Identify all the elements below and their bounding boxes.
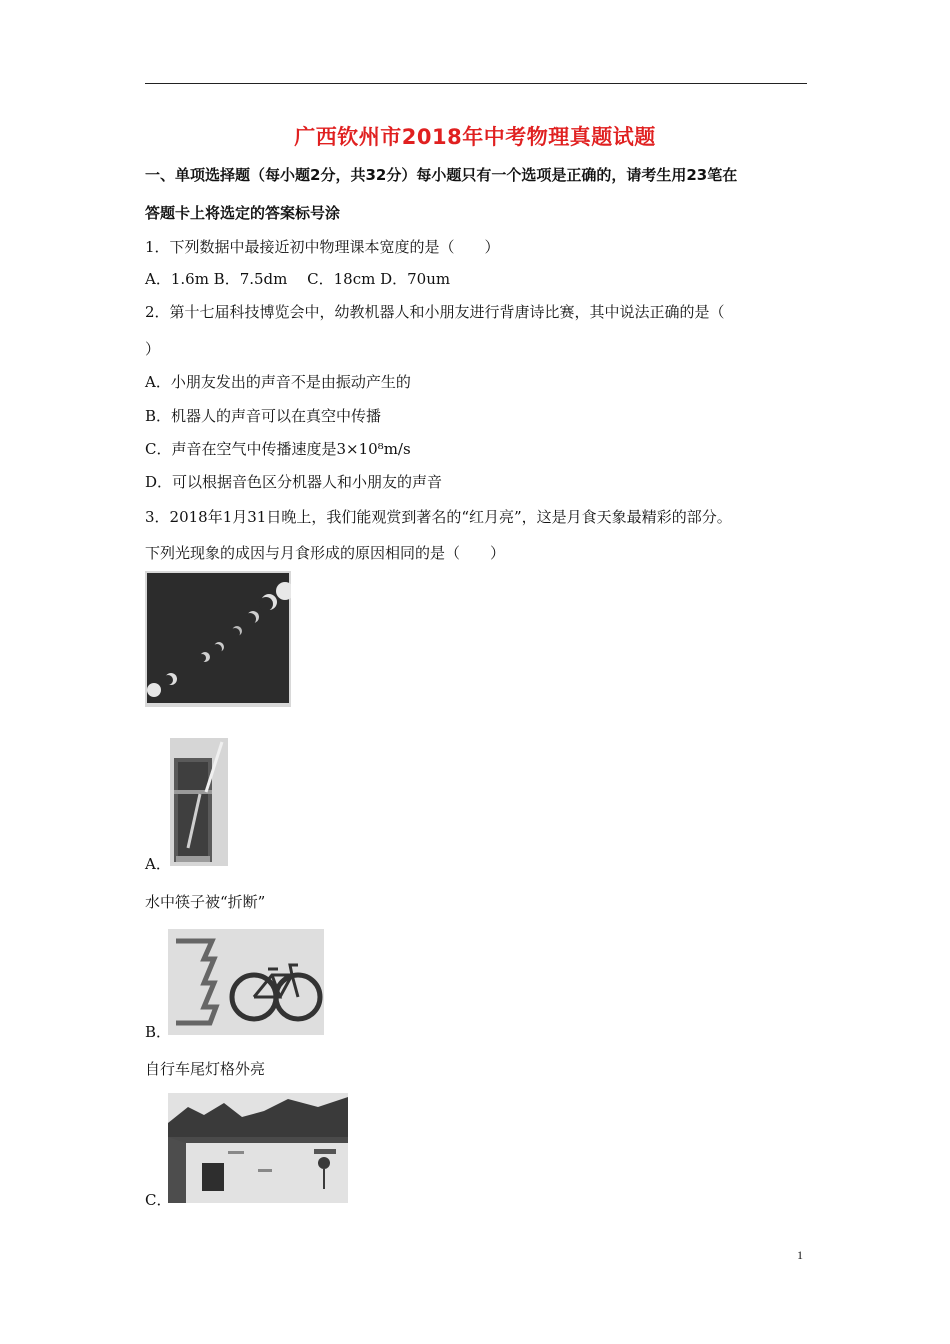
q2-option-c: C．声音在空气中传播速度是3×10⁸m/s <box>145 440 411 458</box>
q3-option-a-label: A． <box>145 855 171 873</box>
q2-stem-line1: 2．第十七届科技博览会中，幼教机器人和小朋友进行背唐诗比赛，其中说法正确的是（ <box>145 303 725 321</box>
section-heading-line1: 一、单项选择题（每小题2分，共32分）每小题只有一个选项是正确的，请考生用23笔在 <box>145 166 738 184</box>
q3-stem-line2: 下列光现象的成因与月食形成的原因相同的是（ ） <box>145 544 506 562</box>
q3-stem-line1: 3．2018年1月31日晚上，我们能观赏到著名的“红月亮”，这是月食天象最精彩的部分。 <box>145 508 732 526</box>
q2-stem-line2: ） <box>145 340 161 358</box>
mountain-scene-image <box>168 1093 348 1203</box>
page-title: 广西钦州市2018年中考物理真题试题 <box>294 125 656 149</box>
q2-option-a: A．小朋友发出的声音不是由振动产生的 <box>145 373 411 391</box>
q1-stem: 1．下列数据中最接近初中物理课本宽度的是（ ） <box>145 238 500 256</box>
q2-option-b: B．机器人的声音可以在真空中传播 <box>145 407 382 425</box>
q1-options: A．1.6m B．7.5dm C．18cm D．70um <box>145 270 451 288</box>
q3-option-b-label: B． <box>145 1023 172 1041</box>
q3-option-a-caption: 水中筷子被“折断” <box>145 893 266 911</box>
q2-option-d: D．可以根据音色区分机器人和小朋友的声音 <box>145 473 443 491</box>
q3-option-b-caption: 自行车尾灯格外亮 <box>145 1060 266 1078</box>
chopstick-in-water-image <box>170 738 228 866</box>
q3-option-c-label: C． <box>145 1191 172 1209</box>
lunar-eclipse-image <box>145 571 291 707</box>
section-heading-line2: 答题卡上将选定的答案标号涂 <box>145 204 341 222</box>
page-number: 1 <box>797 1248 803 1262</box>
bicycle-reflector-image <box>168 929 324 1035</box>
header-rule <box>145 83 807 84</box>
